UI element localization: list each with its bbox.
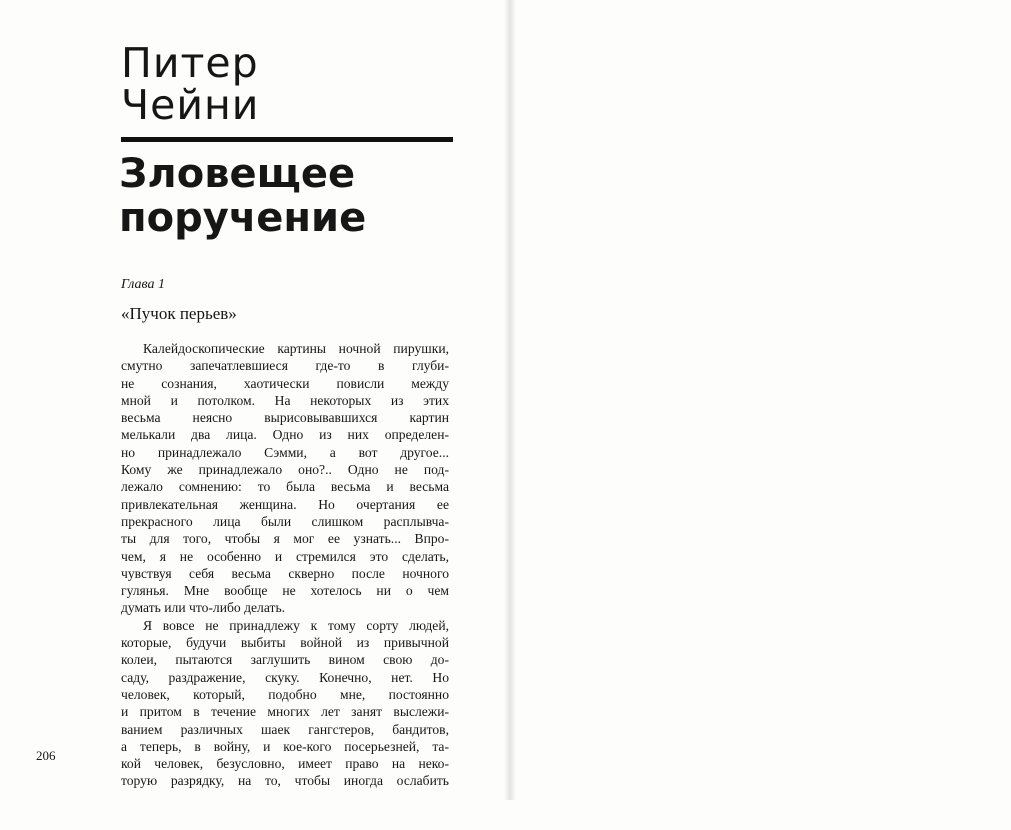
text-line: лежало сомнению: то была весьма и весьма [121, 479, 449, 495]
text-line: но принадлежало Сэмми, а вот другое... [121, 444, 449, 460]
text-line: чувствуя себя весьма скверно после ночного [121, 565, 449, 581]
text-line: смутно запечатлевшиеся где-то в глуби- [121, 358, 449, 374]
text-line: ванием различных шаек гангстеров, бандитов, [121, 721, 449, 737]
text-line: Я вовсе не принадлежу к тому сорту людей, [143, 617, 449, 633]
chapter-title: «Пучок перьев» [121, 304, 237, 323]
text-line: колеи, пытаются заглушить вином свою до- [121, 652, 449, 668]
text-line: Кому же принадлежало оно?.. Одно не под- [121, 462, 449, 478]
text-line: ты для того, чтобы я мог ее узнать... Впро- [121, 531, 449, 547]
text-line: человек, который, подобно мне, постоянно [121, 686, 449, 702]
page-number-left: 206 [36, 748, 56, 763]
text-line: весьма неясно вырисовывавшихся картин [121, 410, 449, 426]
right-page [506, 0, 1011, 800]
title-rule [121, 137, 453, 142]
text-line: саду, раздражение, скуку. Конечно, нет. Но [121, 669, 449, 685]
left-page [0, 0, 505, 800]
text-line: привлекательная женщина. Но очертания ее [121, 496, 449, 512]
author-name: Питер Чейни [121, 39, 260, 129]
text-line: думать или что-либо делать. [121, 600, 286, 616]
text-line: чем, я не особенно и стремился это сделать, [121, 548, 449, 564]
text-line: и притом в течение многих лет занят выслежи- [121, 704, 449, 720]
book-title: Зловещее поручение [119, 151, 367, 241]
text-line: торую разрядку, на то, чтобы иногда ослабить [121, 773, 449, 789]
text-line: мелькали два лица. Одно из них определен- [121, 427, 449, 443]
text-line: мной и потолком. На некоторых из этих [121, 392, 449, 408]
chapter-number: Глава 1 [121, 277, 165, 292]
text-line: которые, будучи выбиты войной из привычной [121, 635, 449, 651]
text-line: Калейдоскопические картины ночной пирушки, [143, 341, 449, 356]
text-line: прекрасного лица были слишком расплывча- [121, 513, 449, 529]
text-line: не сознания, хаотически повисли между [121, 375, 449, 391]
text-line: а теперь, в войну, и кое-кого посерьезней, та- [121, 738, 449, 754]
text-line: гулянья. Мне вообще не хотелось ни о чем [121, 583, 449, 599]
text-line: кой человек, безусловно, имеет право на неко- [121, 756, 449, 772]
left-text-column [121, 340, 449, 790]
